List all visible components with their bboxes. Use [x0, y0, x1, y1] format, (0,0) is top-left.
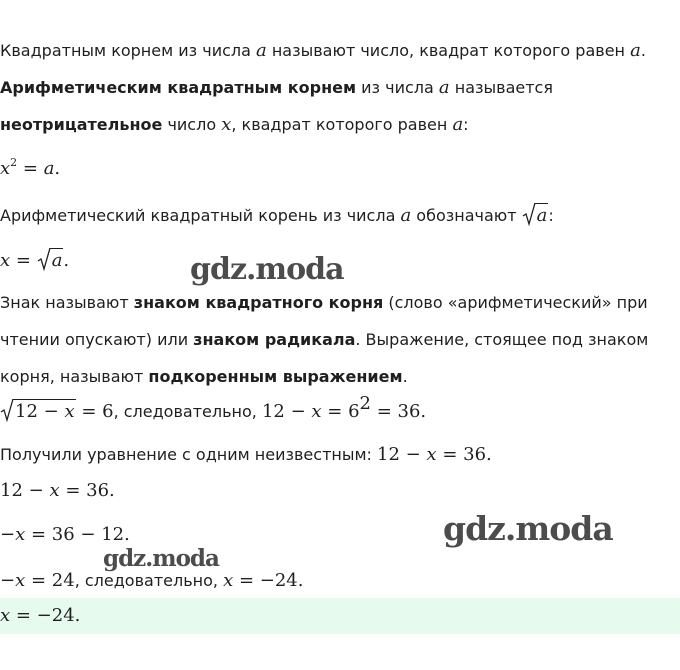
math: = 24 — [25, 570, 75, 591]
text: Арифметический квадратный корень из числа — [0, 206, 401, 225]
math: = −24. — [10, 605, 81, 626]
watermark-logo: gdz.moda — [443, 509, 613, 548]
equation-step-3 — [0, 480, 115, 502]
var-x: x — [0, 158, 11, 179]
text: Квадратным корнем из числа — [0, 41, 257, 60]
text: чтении опускают) или — [0, 330, 194, 349]
text: (слово «арифметический» при — [383, 293, 648, 312]
bold-term: знаком радикала — [193, 330, 356, 349]
bold-term: знаком квадратного корня — [133, 293, 384, 312]
text: , следовательно, — [74, 571, 224, 590]
definition-line-3 — [0, 114, 469, 136]
text: называется — [449, 78, 553, 97]
math: = −24. — [233, 570, 304, 591]
text: , следовательно, — [113, 402, 262, 421]
text: 12 − — [15, 401, 65, 422]
math: = 6 — [75, 401, 114, 422]
equation-step-2 — [0, 444, 492, 466]
math: = 36 − 12. — [25, 524, 130, 545]
text: . Выражение, стоящее под знаком — [355, 330, 649, 349]
sqrt-expression — [0, 399, 76, 423]
radicand-line — [0, 366, 408, 388]
text: . — [402, 367, 408, 386]
var-x: x — [221, 114, 232, 135]
exponent: 2 — [359, 393, 371, 414]
radical-icon — [37, 247, 51, 271]
var-x: x — [15, 570, 26, 591]
sqrt-a — [37, 248, 64, 272]
text: = — [10, 250, 37, 271]
math: 12 − — [261, 401, 312, 422]
radical-icon — [0, 398, 14, 422]
var-a: a — [43, 158, 55, 179]
radical-sign-line-2 — [0, 329, 648, 351]
math: 12 − — [0, 480, 50, 501]
math: − — [0, 524, 16, 545]
watermark-logo: gdz.moda — [190, 252, 344, 287]
text: . — [54, 158, 61, 179]
var-a: a — [400, 205, 412, 226]
equation-step-4 — [0, 524, 130, 546]
definition-line-1 — [0, 40, 646, 62]
equation-step-5 — [0, 570, 303, 592]
var-a: a — [630, 40, 641, 61]
var-a: a — [256, 40, 267, 61]
formula-x-sqrt-a — [0, 248, 69, 272]
var-x: x — [15, 524, 26, 545]
text: называют число, квадрат которого равен — [266, 41, 631, 60]
math: 12 − — [377, 444, 427, 465]
var-x: x — [426, 444, 437, 465]
radical-icon — [522, 202, 536, 226]
text: : — [463, 115, 469, 134]
final-answer — [0, 605, 80, 627]
math: = 36. — [59, 480, 115, 501]
text: обозначают — [411, 206, 522, 225]
var-a: a — [51, 250, 63, 271]
watermark-logo: gdz.moda — [103, 545, 219, 572]
var-a: a — [438, 77, 450, 98]
text: . — [640, 41, 646, 60]
var-x: x — [49, 480, 60, 501]
text: число — [162, 115, 222, 134]
equation-step-1 — [0, 393, 427, 423]
text: Знак называют — [0, 293, 134, 312]
exponent: 2 — [10, 156, 18, 169]
math: = 36. — [436, 444, 492, 465]
var-a: a — [452, 114, 464, 135]
answer-highlight — [0, 598, 680, 634]
bold-term: подкоренным выражением — [148, 367, 403, 386]
text: . — [63, 250, 70, 271]
math: = 36. — [370, 401, 427, 422]
math: = 6 — [321, 401, 360, 422]
text: : — [548, 206, 554, 225]
bold-term: неотрицательное — [0, 115, 163, 134]
var-x: x — [311, 401, 322, 422]
var-x: x — [0, 605, 11, 626]
var-a: a — [536, 205, 548, 226]
bold-term: Арифметическим квадратным корнем — [0, 78, 357, 97]
var-x: x — [64, 401, 75, 422]
radical-sign-line-1 — [0, 292, 648, 314]
notation-line — [0, 203, 554, 227]
var-x: x — [0, 250, 11, 271]
formula-x-squared — [0, 158, 60, 180]
text: Получили уравнение с одним неизвестным: — [0, 445, 378, 464]
math: − — [0, 570, 16, 591]
text: из числа — [356, 78, 439, 97]
text: = — [17, 158, 44, 179]
sqrt-a — [522, 203, 549, 227]
text: , квадрат которого равен — [231, 115, 453, 134]
definition-line-2 — [0, 77, 553, 99]
var-x: x — [223, 570, 234, 591]
text: корня, называют — [0, 367, 149, 386]
